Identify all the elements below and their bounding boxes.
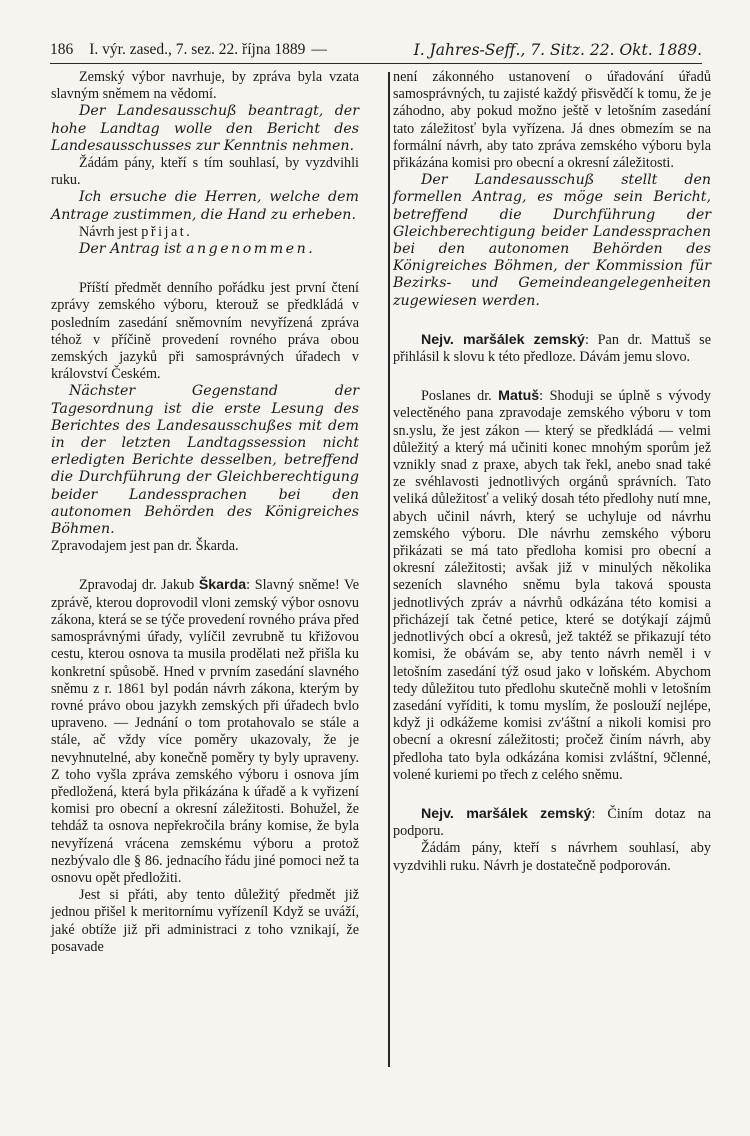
speaker-name-marshal: Nejv. maršálek zemský <box>421 331 585 348</box>
speaker-name-marshal-2: Nejv. maršálek zemský <box>421 805 592 822</box>
german-session-reference: I. Jahres-Seff., 7. Sitz. 22. Okt. 1889. <box>413 41 702 59</box>
matus-speech-text: : Shoduji se úplně s vývody velectěného pana zpravodaje zemského výboru v tom sn.yslu, že jest zákon — který se předkládá — velmi důležitý a který má učiniti konec mnohým sporům jež vznikly snad z praxe, abych tak řekl, anebo snad také ze svéhlavosti jednotlivých orgánů správních. Tato veliká důležitosť a veliký dosah této předlohy nutí mne, abych učinil návrh, který se uchyluje od návrhu zemského výboru. Dle návrhu zemského výboru přikázati se má tato předloha komisi pro obecní a okresní záležitosti; avšak již v minulých několika sezeních slavného sněmu byla taková spousta jednotlivých zpráv a návrhů odkázána této komisi a přicházejí tak četné petice, které se dotýkají zájmů jednotlivých obcí a okresů, jež taktéž se přikazují této komisi, že obávám se, aby tento návrh neměl i v letošním zasedání týž osud jako v loňském. Abychom tedy důležitou tuto předlohu skutečně mohli v letošním zasedání vyříditi, k tomu myslím, že poslouží nejlépe, když ji odkážeme komisi zv'áštní a nikoli komisi pro obecní a okresní záležitosti; pročež činím návrh, aby předloha tato byla odkázána komisi zvláštní, 9členné, volené kuriemi po třech z celého sněmu. <box>393 388 711 783</box>
speaker-name-matus: Matuš <box>498 388 540 405</box>
marshal-2-text: : Činím dotaz na podporu. <box>393 805 711 840</box>
paragraph-matus-speech <box>393 388 711 784</box>
paragraph-formal-motion-de: Der Landesausschuß stellt den formellen Antrag, es möge sein Bericht, betreffend die Durchführung der Gleichberechtigung beider Landessprachen bei den autonomen Behörden des Königreiches Böhmen, der Kommission für Bezirks- und Gemeindeangelegenheiten zugewiesen werden. <box>393 172 711 309</box>
paragraph-next-item-de: Nächster Gegenstand der Tagesordnung ist die erste Lesung des Berichtes des Landesausschußes mit dem in der letzten Landtagssession nicht erledigten Berichte desselben, betreffend die Durchführung der Gleichberechtigung beider Landessprachen bei den autonomen Behörden des Königreiches Böhmen. <box>51 383 359 538</box>
czech-session-reference: I. výr. zased., 7. sez. 22. října 1889 <box>89 41 306 58</box>
header-separator: — <box>311 41 327 58</box>
matus-intro: Poslanes dr. <box>421 388 499 405</box>
right-column <box>393 69 711 875</box>
paragraph-motion-accepted-cz <box>51 224 359 241</box>
motion-accepted-word: přijat. <box>141 223 193 240</box>
paragraph-skarda-speech <box>51 577 359 887</box>
paragraph-vote-request-cz: Žádám pány, kteří s tím souhlasí, by vyzdvihli ruku. <box>51 155 359 189</box>
paragraph-marshal-1 <box>393 332 711 366</box>
paragraph-rapporteur: Zpravodajem jest pan dr. Škarda. <box>51 538 239 555</box>
skarda-intro: Zpravodaj dr. Jakub <box>79 577 199 594</box>
page-number: 186 <box>50 41 74 58</box>
skarda-speech-text: : Slavný sněme! Ve zprávě, kterou doprovodil vloni zemský výbor osnovu zákona, která se se týče provedení rovného práva před samosprávnými úřady, vylíčil zevrubně tu křižovou cestu, kterou osnova ta musila prodělati než přišla ku konkretní spůsobě. Hned v prvním zasedání slavného sněmu z r. 1861 byl podán návrh zákona, kterým by rovné právo obou jazykh zemských při úřadech bvlo upraveno. — Jednání o tom protahovalo se stále a stále, ač vždy více poměry ukazovaly, že je nevyhnutelné, aby konečně poměry ty byly upraveny. Z toho vyšla zpráva zemského výboru i osnova jím předložená, která byla přikázána k úřadě a k vyřizení komisi pro obecní a okresní záležitosti. Bohužel, že tehdáž ta osnova nepřekročila brány komise, že byla nevyřízená vrácena zemskému výboru a protož nezbývalo dle § 86. jednacího řádu jiné pomoci než ta osnovu opět předložiti. <box>51 577 359 886</box>
paragraph-skarda-speech-cont: Jest si přáti, aby tento důležitý předmět již jednou přišel k meritornímu vyřízeníl Když se uváží, jaké obtíže již při administraci z toho vznikají, že posavade <box>51 887 359 955</box>
motion-accepted-de-word: angenommen. <box>186 241 316 258</box>
column-divider <box>388 72 390 1067</box>
paragraph-vote-request-de: Ich ersuche die Herren, welche dem Antrage zustimmen, die Hand zu erheben. <box>51 189 359 223</box>
paragraph-skarda-continued: není zákonného ustanovení o úřadování úřadů samosprávných, tu zajisté každý přisvědčí k tomu, že je záhodno, aby pokud možno ještě v letošním zasedání tato záležitosť byla vyřízena. Já dnes obmezím se na formální návrh, aby tato zpráva zemského výboru byla přikázána komisi pro obecní a okresní záležitosti. <box>393 69 711 172</box>
paragraph-committee-proposal-de: Der Landesausschuß beantragt, der hohe Landtag wolle den Bericht des Landesausschusses zur Kenntnis nehmen. <box>51 103 359 154</box>
motion-accepted-de-prefix: Der Antrag ist <box>79 241 187 258</box>
speaker-name-skarda: Škarda <box>198 577 247 594</box>
motion-accepted-prefix: Návrh jest <box>79 223 142 240</box>
page-header <box>50 40 702 64</box>
paragraph-motion-accepted-de <box>51 241 359 258</box>
paragraph-committee-proposal-cz: Zemský výbor navrhuje, by zpráva byla vzata slavným sněmem na vědomí. <box>51 69 359 103</box>
paragraph-support-vote: Žádám pány, kteří s návrhem souhlasí, aby vyzdvihli ruku. Návrh je dostatečně podporován. <box>393 840 711 874</box>
left-column <box>51 69 359 956</box>
paragraph-marshal-2 <box>393 806 711 840</box>
paragraph-next-item-cz: Příští předmět denního pořádku jest první čtení zprávy zemského výboru, kterouž se předkládá v posledním zasedání sněmovním nevyřízená zpráva téhož v příčině provedení rovného práva obou zemských jazyků při samosprávných úřadech v království Českém. <box>51 280 359 383</box>
marshal-1-text: : Pan dr. Mattuš se přihlásil k slovu k této předloze. Dávám jemu slovo. <box>393 331 711 366</box>
